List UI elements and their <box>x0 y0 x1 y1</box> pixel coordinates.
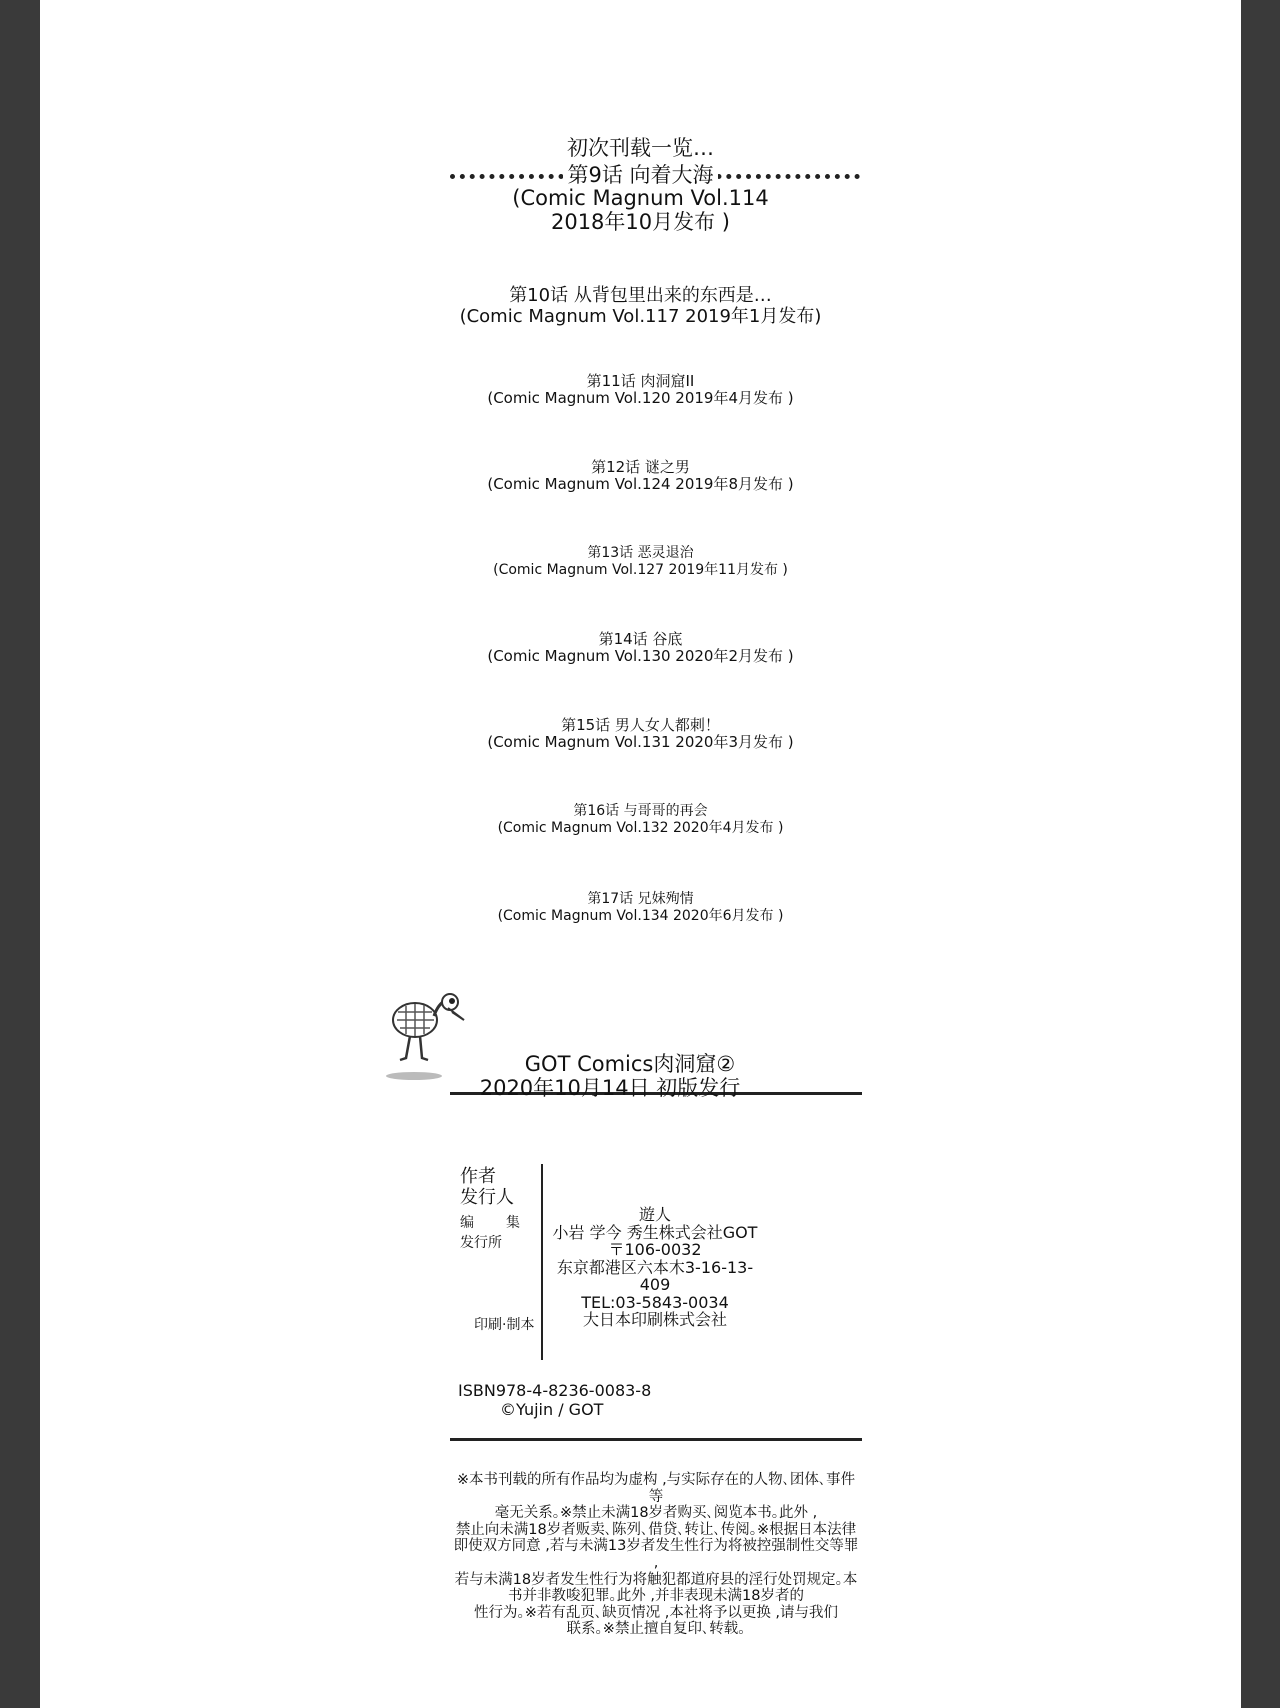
chapter-17 <box>40 891 1241 925</box>
label-editor: 编 集 <box>460 1215 520 1231</box>
left-gutter <box>0 0 40 1708</box>
credit-value: 〒106-0032 <box>608 1240 702 1259</box>
notice-line: 即使双方同意 ,若与未满13岁者发生性行为将被控强制性交等罪 , <box>453 1538 859 1571</box>
chapter-9-date: 2018年10月发布 ) <box>550 210 731 234</box>
chapter-magazine: (Comic Magnum Vol.134 2020年6月发布 ) <box>497 908 784 924</box>
notice-line: ※本书刊载的所有作品均为虚构 ,与实际存在的人物､团体､事件等 <box>456 1472 856 1505</box>
notice-line: 书并非教唆犯罪｡此外 ,并非表现未满18岁者的 <box>508 1588 804 1605</box>
chapter-15 <box>40 717 1241 751</box>
chapter-magazine: (Comic Magnum Vol.120 2019年4月发布 ) <box>487 389 794 407</box>
page-title: 初次刊载一览… <box>567 136 714 160</box>
credit-value: 东京都港区六本木3-16-13-409 <box>556 1257 754 1294</box>
chapter-title: 第17话 兄妹殉情 <box>587 891 694 907</box>
book-title: GOT Comics肉洞窟② <box>524 1052 736 1076</box>
isbn: ISBN978-4-8236-0083-8 <box>458 1381 652 1400</box>
chapter-title: 第16话 与哥哥的再会 <box>573 803 708 819</box>
chapter-magazine: (Comic Magnum Vol.131 2020年3月发布 ) <box>487 733 794 751</box>
chapter-13 <box>40 545 1241 579</box>
right-gutter <box>1241 0 1280 1708</box>
chapter-title: 第14话 谷底 <box>598 630 683 648</box>
notice-line: 联系｡※禁止擅自复印､转载｡ <box>566 1621 746 1638</box>
chapter-magazine: (Comic Magnum Vol.117 2019年1月发布) <box>459 306 822 327</box>
label-printing: 印刷·制本 <box>474 1317 535 1333</box>
notice-line: 若与未满18岁者发生性行为将触犯都道府县的淫行处罚规定｡本 <box>454 1571 858 1588</box>
chapter-14 <box>40 631 1241 665</box>
chapter-12 <box>40 459 1241 493</box>
chapter-title: 第10话 从背包里出来的东西是… <box>509 285 772 306</box>
chapter-title: 第13话 恶灵退治 <box>587 545 694 561</box>
document-page <box>40 0 1241 1708</box>
chapter-magazine: (Comic Magnum Vol.130 2020年2月发布 ) <box>487 647 794 665</box>
credit-labels <box>460 1166 540 1334</box>
chapter-11 <box>40 373 1241 407</box>
chapter-9-title: 第9话 向着大海 <box>40 163 1241 187</box>
chapter-title: 第11话 肉洞窟II <box>586 372 695 390</box>
credit-divider <box>541 1164 543 1360</box>
label-publisher: 发行人 <box>460 1187 514 1208</box>
colophon-bottom-rule <box>450 1438 862 1441</box>
credit-values <box>545 1206 765 1329</box>
credit-value: 遊人 <box>638 1205 671 1224</box>
notice-line: 性行为｡※若有乱页､缺页情况 ,本社将予以更换 ,请与我们 <box>473 1604 839 1621</box>
chapter-magazine: (Comic Magnum Vol.124 2019年8月发布 ) <box>487 475 794 493</box>
notice-line: 毫无关系｡※禁止未满18岁者购买､阅览本书｡此外 , <box>494 1505 818 1522</box>
bird-illustration-icon <box>382 990 482 1080</box>
chapter-9-magazine: (Comic Magnum Vol.114 <box>512 186 769 210</box>
chapter-magazine: (Comic Magnum Vol.132 2020年4月发布 ) <box>497 820 784 836</box>
issue-date: 2020年10月14日 初版发行 <box>479 1076 741 1100</box>
chapter-16 <box>40 803 1241 837</box>
legal-notice <box>450 1472 862 1638</box>
label-office: 发行所 <box>460 1235 502 1251</box>
credit-value: TEL:03-5843-0034 <box>581 1292 729 1312</box>
copyright: ©Yujin / GOT <box>500 1400 604 1419</box>
chapter-magazine: (Comic Magnum Vol.127 2019年11月发布 ) <box>493 562 788 578</box>
notice-line: 禁止向未满18岁者贩卖､陈列､借贷､转让､传阅｡※根据日本法律 <box>455 1521 857 1538</box>
credit-value: 大日本印刷株式会社 <box>582 1310 727 1329</box>
label-author: 作者 <box>460 1166 496 1187</box>
chapter-title: 第15话 男人女人都刺！ <box>561 716 720 734</box>
chapter-title: 第12话 谜之男 <box>591 458 690 476</box>
chapter-10 <box>40 285 1241 327</box>
credit-value: 小岩 学今 秀生株式会社GOT <box>552 1222 758 1242</box>
